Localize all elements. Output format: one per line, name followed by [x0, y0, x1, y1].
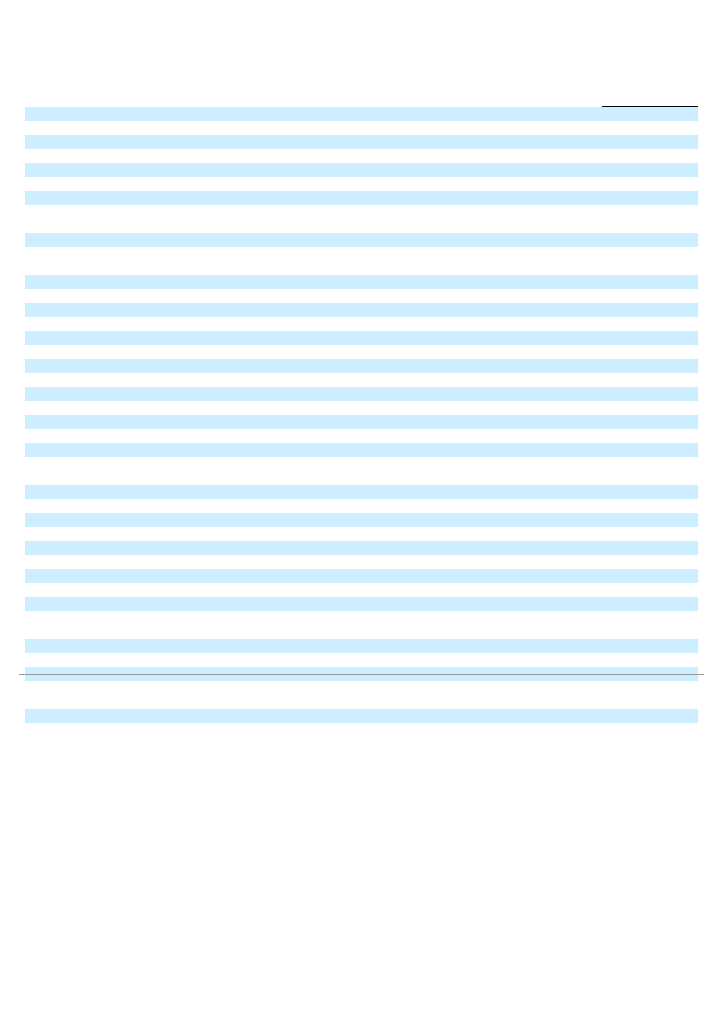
spacer — [25, 289, 698, 303]
toc-row — [25, 205, 698, 219]
signatures-row — [25, 737, 698, 751]
shaded-spacer — [25, 233, 698, 247]
shaded-spacer — [25, 709, 698, 723]
part-heading-row — [25, 471, 698, 485]
toc-row — [25, 387, 698, 401]
spacer — [25, 121, 698, 135]
spacer — [25, 499, 698, 513]
shaded-spacer — [25, 639, 698, 653]
toc-row — [25, 163, 698, 177]
spacer — [25, 723, 698, 737]
toc-row — [25, 303, 698, 317]
toc-row — [25, 513, 698, 527]
table-of-contents — [25, 93, 698, 751]
toc-row — [25, 191, 698, 205]
page-column-header — [602, 93, 698, 107]
toc-row — [25, 331, 698, 345]
toc-row — [25, 359, 698, 373]
shaded-spacer — [25, 443, 698, 457]
footer-divider — [19, 674, 704, 675]
spacer — [25, 247, 698, 261]
toc-row — [25, 373, 698, 387]
shaded-spacer — [25, 107, 698, 121]
toc-row — [25, 135, 698, 149]
toc-row — [25, 569, 698, 583]
spacer — [25, 653, 698, 667]
toc-row — [25, 149, 698, 163]
toc-row — [25, 681, 698, 695]
spacer — [25, 611, 698, 625]
toc-row — [25, 401, 698, 415]
toc-row — [25, 415, 698, 429]
toc-row — [25, 555, 698, 569]
part-heading-row — [25, 93, 698, 107]
spacer — [25, 219, 698, 233]
shaded-spacer — [25, 597, 698, 611]
part-heading-row — [25, 625, 698, 639]
toc-row — [25, 527, 698, 541]
shaded-spacer — [25, 485, 698, 499]
toc-row — [25, 177, 698, 191]
part-heading-row — [25, 261, 698, 275]
spacer — [25, 695, 698, 709]
toc-row — [25, 541, 698, 555]
shaded-spacer — [25, 275, 698, 289]
spacer — [25, 429, 698, 443]
toc-row — [25, 317, 698, 331]
toc-row — [25, 345, 698, 359]
spacer — [25, 457, 698, 471]
spacer — [25, 583, 698, 597]
